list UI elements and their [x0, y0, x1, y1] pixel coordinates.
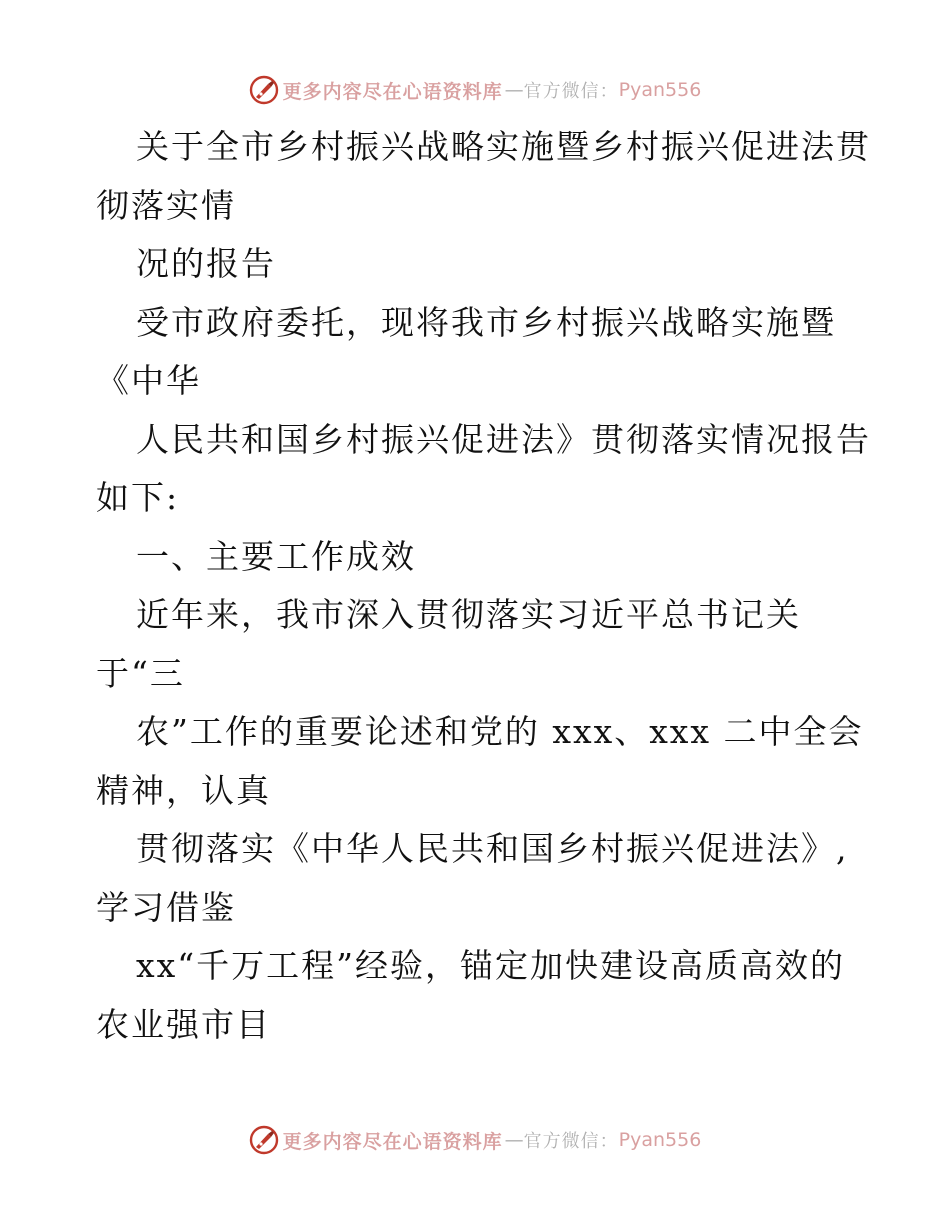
banner-separator: —: [504, 1129, 524, 1151]
document-line: 《中华: [96, 361, 201, 400]
banner-wechat-id: Pyan556: [618, 79, 702, 101]
document-line: 贯彻落实《中华人民共和国乡村振兴促进法》,: [136, 829, 849, 868]
banner-text: 更多内容尽在心语资料库: [282, 80, 503, 103]
document-line: 农业强市目: [96, 1004, 271, 1044]
pen-nib-logo-icon: [249, 1125, 279, 1155]
document-line: 于“三: [96, 653, 185, 693]
document-line: 学习借鉴: [96, 887, 236, 927]
document-body: [96, 118, 871, 1054]
banner-wechat-label: 官方微信：: [523, 1131, 619, 1152]
banner-wechat-id: Pyan556: [618, 1129, 702, 1151]
header-banner: [0, 70, 950, 110]
document-line: 人民共和国乡村振兴促进法》贯彻落实情况报告: [136, 419, 871, 459]
pen-nib-logo-icon: [249, 75, 279, 105]
banner-text: 更多内容尽在心语资料库: [282, 1130, 503, 1153]
document-line: 精神，认真: [96, 770, 271, 810]
document-line: 农”工作的重要论述和党的 xxx、xxx 二中全会: [136, 712, 864, 751]
document-line: 如下:: [96, 478, 180, 517]
footer-banner: [0, 1120, 950, 1160]
document-line: xx“千万工程”经验，锚定加快建设高质高效的: [136, 946, 845, 985]
document-line: 彻落实情: [96, 185, 236, 225]
document-line: 况的报告: [136, 244, 276, 283]
banner-separator: —: [504, 79, 524, 101]
document-line: 一、主要工作成效: [136, 536, 416, 576]
document-line: 受市政府委托，现将我市乡村振兴战略实施暨: [136, 302, 836, 342]
banner-wechat-label: 官方微信：: [523, 81, 619, 102]
document-line: 近年来，我市深入贯彻落实习近平总书记关: [136, 595, 801, 634]
document-line: 关于全市乡村振兴战略实施暨乡村振兴促进法贯: [136, 127, 871, 166]
